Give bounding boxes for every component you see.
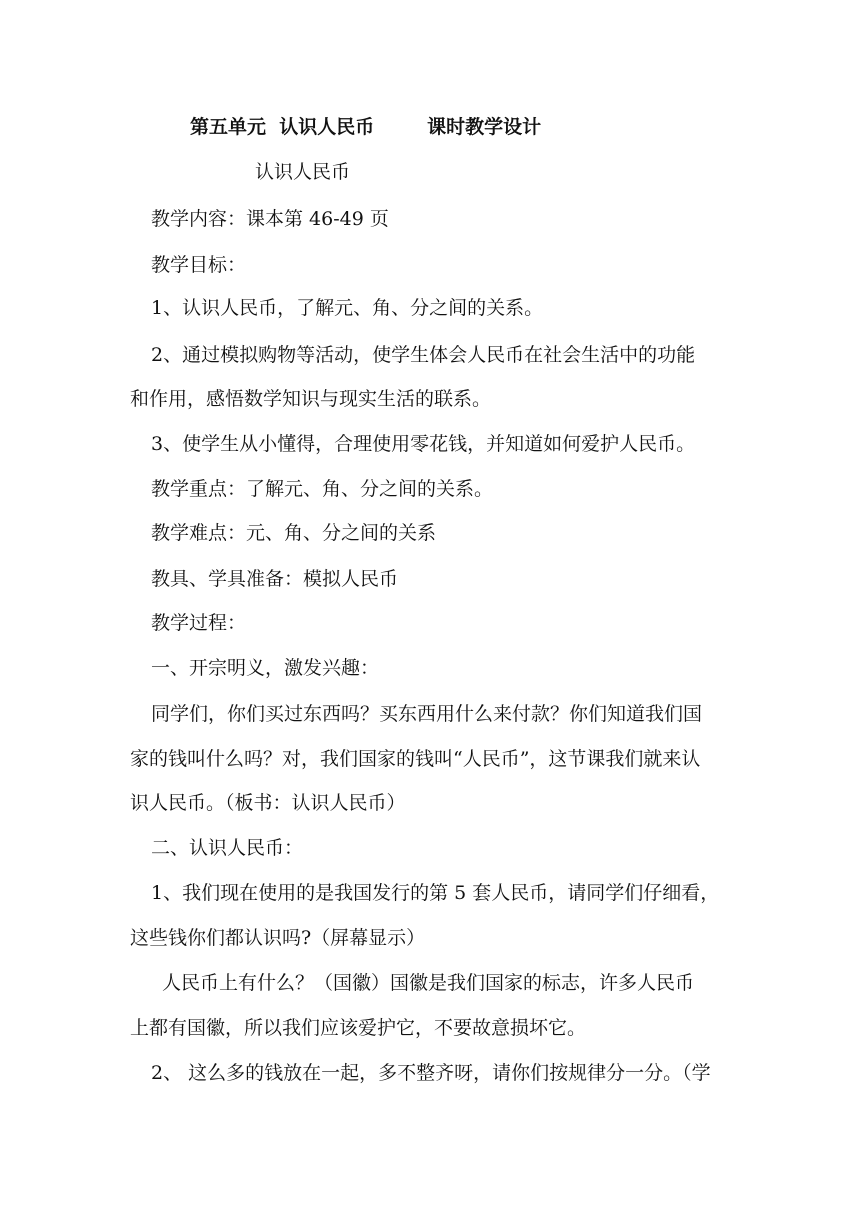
paragraph-line: 教学重点：了解元、角、分之间的关系。 <box>151 478 494 500</box>
paragraph-line: 这些钱你们都认识吗?（屏幕显示） <box>130 927 426 949</box>
paragraph-line: 人民币上有什么？（国徽）国徽是我们国家的标志，许多人民币 <box>162 972 695 994</box>
paragraph-line: 2、通过模拟购物等活动，使学生体会人民币在社会生活中的功能 <box>151 344 696 366</box>
paragraph-line: 同学们，你们买过东西吗？买东西用什么来付款？你们知道我们国 <box>151 703 703 725</box>
paragraph-line: 和作用，感悟数学知识与现实生活的联系。 <box>130 388 492 410</box>
lesson-title: 认识人民币 <box>255 161 351 183</box>
paragraph-line: 教学难点：元、角、分之间的关系 <box>151 522 437 544</box>
document-title: 第五单元 认识人民币 课时教学设计 <box>190 116 542 138</box>
paragraph-line: 教学过程： <box>151 612 247 634</box>
paragraph-line: 上都有国徽，所以我们应该爱护它，不要故意损坏它。 <box>130 1017 587 1039</box>
paragraph-line: 一、开宗明义，激发兴趣： <box>151 657 380 679</box>
paragraph-line: 识人民币。（板书：认识人民币） <box>130 792 406 814</box>
paragraph-line: 1、我们现在使用的是我国发行的第 5 套人民币，请同学们仔细看， <box>151 882 720 904</box>
paragraph-line: 2、 这么多的钱放在一起，多不整齐呀，请你们按规律分一分。（学 <box>151 1062 711 1084</box>
paragraph-line: 教学目标： <box>151 254 247 276</box>
paragraph-line: 教具、学具准备：模拟人民币 <box>151 568 399 590</box>
paragraph-line: 教学内容：课本第 46-49 页 <box>151 208 389 230</box>
paragraph-line: 二、认识人民币： <box>151 837 304 859</box>
paragraph-line: 3、使学生从小懂得，合理使用零花钱，并知道如何爱护人民币。 <box>151 433 696 455</box>
paragraph-line: 1、认识人民币，了解元、角、分之间的关系。 <box>151 297 544 319</box>
paragraph-line: 家的钱叫什么吗？对，我们国家的钱叫“人民币”，这节课我们就来认 <box>130 748 701 770</box>
